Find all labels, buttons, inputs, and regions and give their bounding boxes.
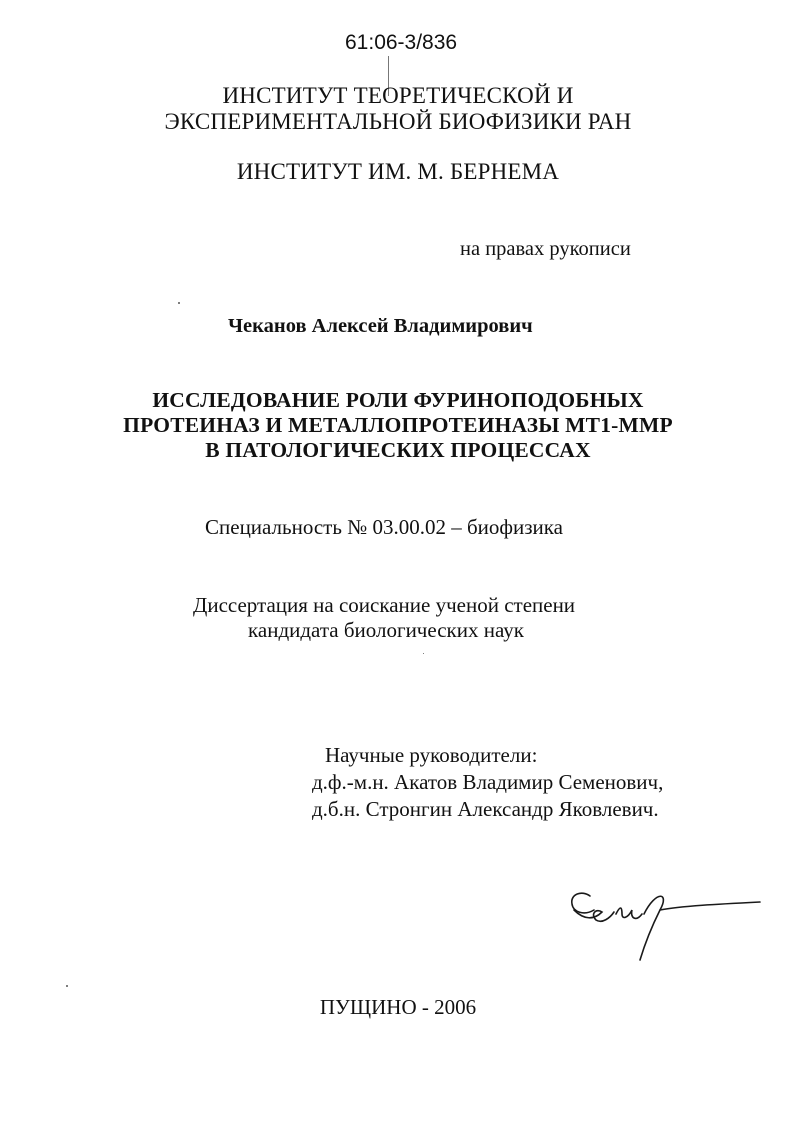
degree-line-2: кандидата биологических наук	[248, 618, 524, 642]
scan-speck	[423, 653, 424, 654]
scan-speck	[66, 985, 68, 987]
degree-line-1: Диссертация на соискание ученой степени	[193, 593, 576, 617]
manuscript-rights-note: на правах рукописи	[460, 238, 631, 260]
supervisor-second: д.б.н. Стронгин Александр Яковлевич.	[312, 797, 659, 821]
thesis-title-line-3: В ПАТОЛОГИЧЕСКИХ ПРОЦЕССАХ	[205, 438, 591, 462]
place-and-year: ПУЩИНО - 2006	[319, 995, 477, 1019]
specialty-line: Специальность № 03.00.02 – биофизика	[205, 515, 563, 539]
handwritten-signature	[560, 880, 765, 965]
institution-line-1: ИНСТИТУТ ТЕОРЕТИЧЕСКОЙ И	[222, 83, 574, 108]
supervisors-heading: Научные руководители:	[325, 743, 538, 767]
institution-line-2: ЭКСПЕРИМЕНТАЛЬНОЙ БИОФИЗИКИ РАН	[164, 109, 632, 134]
thesis-title-line-2: ПРОТЕИНАЗ И МЕТАЛЛОПРОТЕИНАЗЫ МТ1-ММР	[123, 413, 673, 437]
archive-code: 61:06-3/836	[345, 31, 458, 54]
supervisors-block	[306, 742, 663, 823]
institution-second: ИНСТИТУТ ИМ. М. БЕРНЕМА	[236, 159, 560, 184]
author-name: Чеканов Алексей Владимирович	[228, 315, 533, 337]
supervisor-first: д.ф.-м.н. Акатов Владимир Семенович,	[312, 770, 664, 794]
scan-speck	[178, 302, 180, 304]
thesis-title-line-1: ИССЛЕДОВАНИЕ РОЛИ ФУРИНОПОДОБНЫХ	[152, 388, 644, 412]
